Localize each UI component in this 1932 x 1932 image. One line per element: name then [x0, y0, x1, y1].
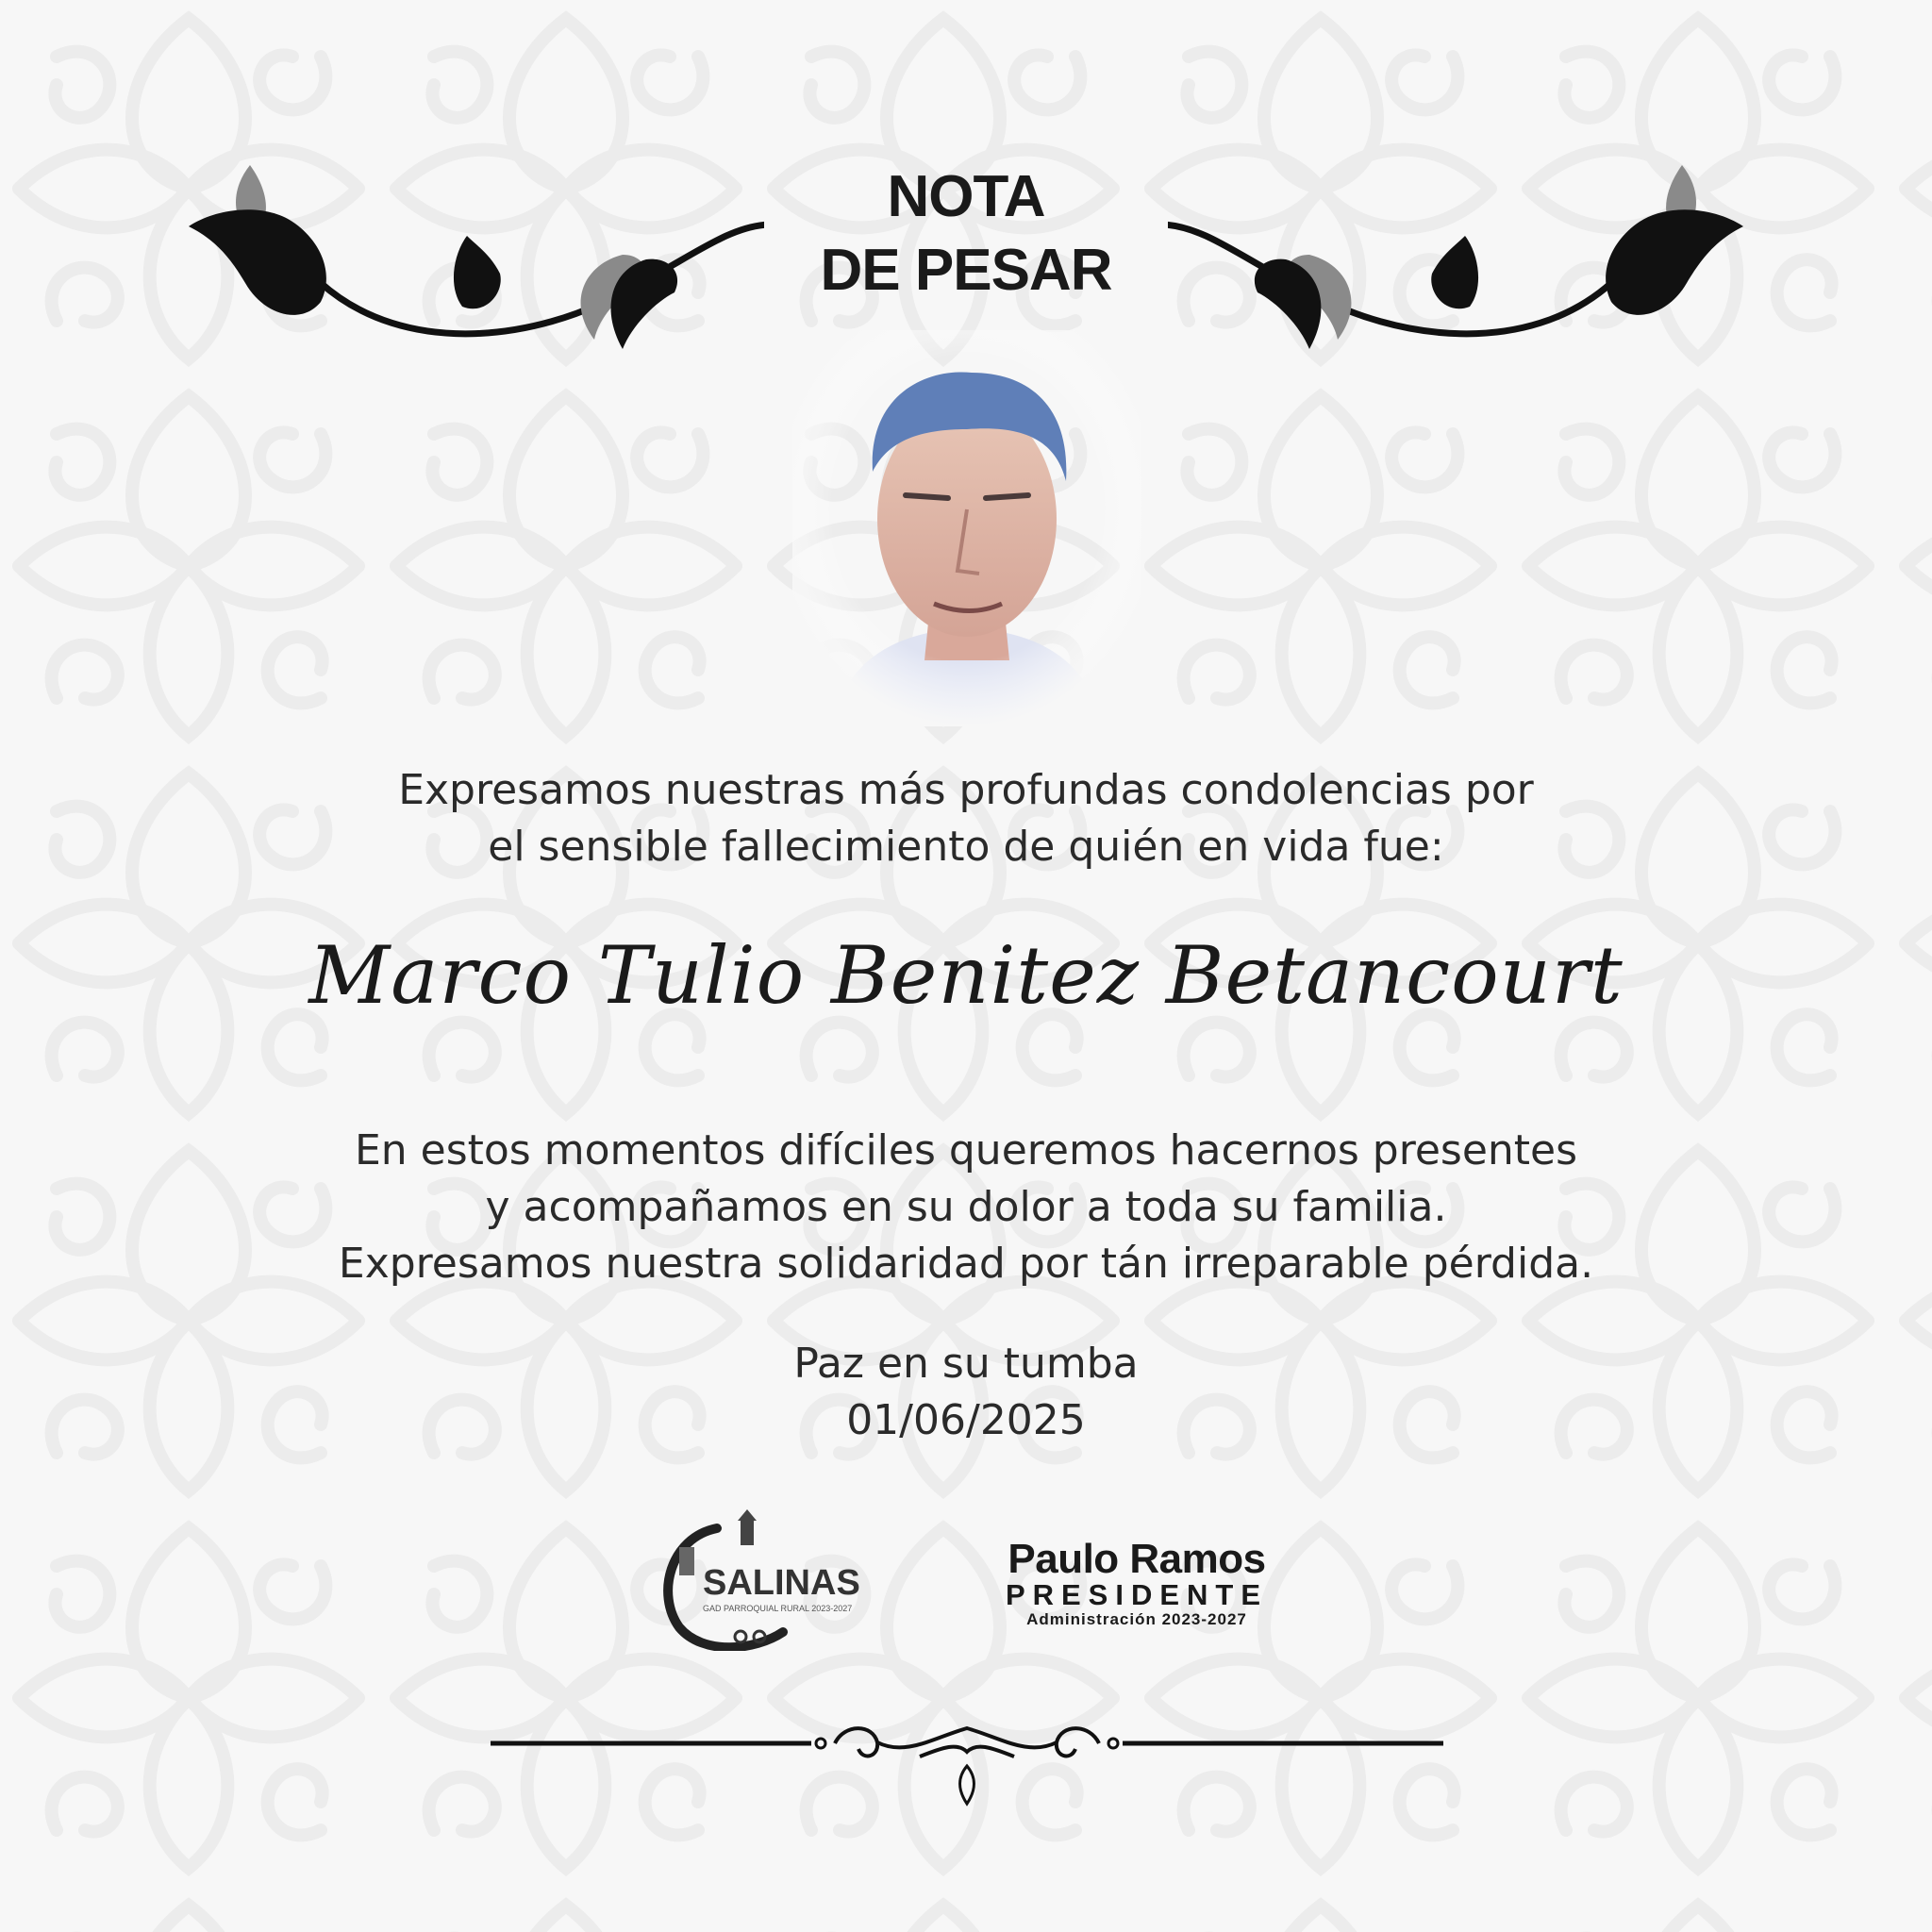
deceased-name: Marco Tulio Benitez Betancourt	[308, 929, 1624, 1022]
message-text	[211, 1123, 1721, 1292]
message-line-1: En estos momentos difíciles queremos hacernos presentes	[354, 1126, 1578, 1174]
condolence-line-2: el sensible fallecimiento de quién en vida fue:	[488, 823, 1444, 871]
condolence-text	[211, 762, 1721, 875]
president-signature-block	[981, 1538, 1292, 1630]
left-floral-vine-ornament	[179, 151, 764, 377]
closing-date: 01/06/2025	[846, 1396, 1086, 1444]
salinas-logo-text: SALINAS	[703, 1563, 860, 1603]
closing-text	[589, 1336, 1343, 1449]
title-line-1: NOTA	[887, 164, 1045, 229]
closing-line: Paz en su tumba	[793, 1340, 1139, 1388]
salinas-logo	[651, 1509, 868, 1651]
administration-period: Administración 2023-2027	[1026, 1610, 1247, 1628]
message-line-3: Expresamos nuestra solidaridad por tán irreparable pérdida.	[338, 1240, 1594, 1288]
condolence-line-1: Expresamos nuestras más profundas condolencias por	[398, 766, 1534, 814]
salinas-logo-subtitle: GAD PARROQUIAL RURAL 2023-2027	[703, 1604, 853, 1613]
title-line-2: DE PESAR	[820, 238, 1112, 303]
page-title	[730, 160, 1202, 308]
bottom-ornamental-divider	[491, 1709, 1443, 1813]
deceased-portrait-photo	[792, 330, 1141, 726]
president-role: PRESIDENTE	[1005, 1578, 1269, 1611]
right-floral-vine-ornament	[1168, 151, 1753, 377]
message-line-2: y acompañamos en su dolor a toda su familia.	[485, 1183, 1447, 1231]
president-name: Paulo Ramos	[1008, 1536, 1266, 1582]
